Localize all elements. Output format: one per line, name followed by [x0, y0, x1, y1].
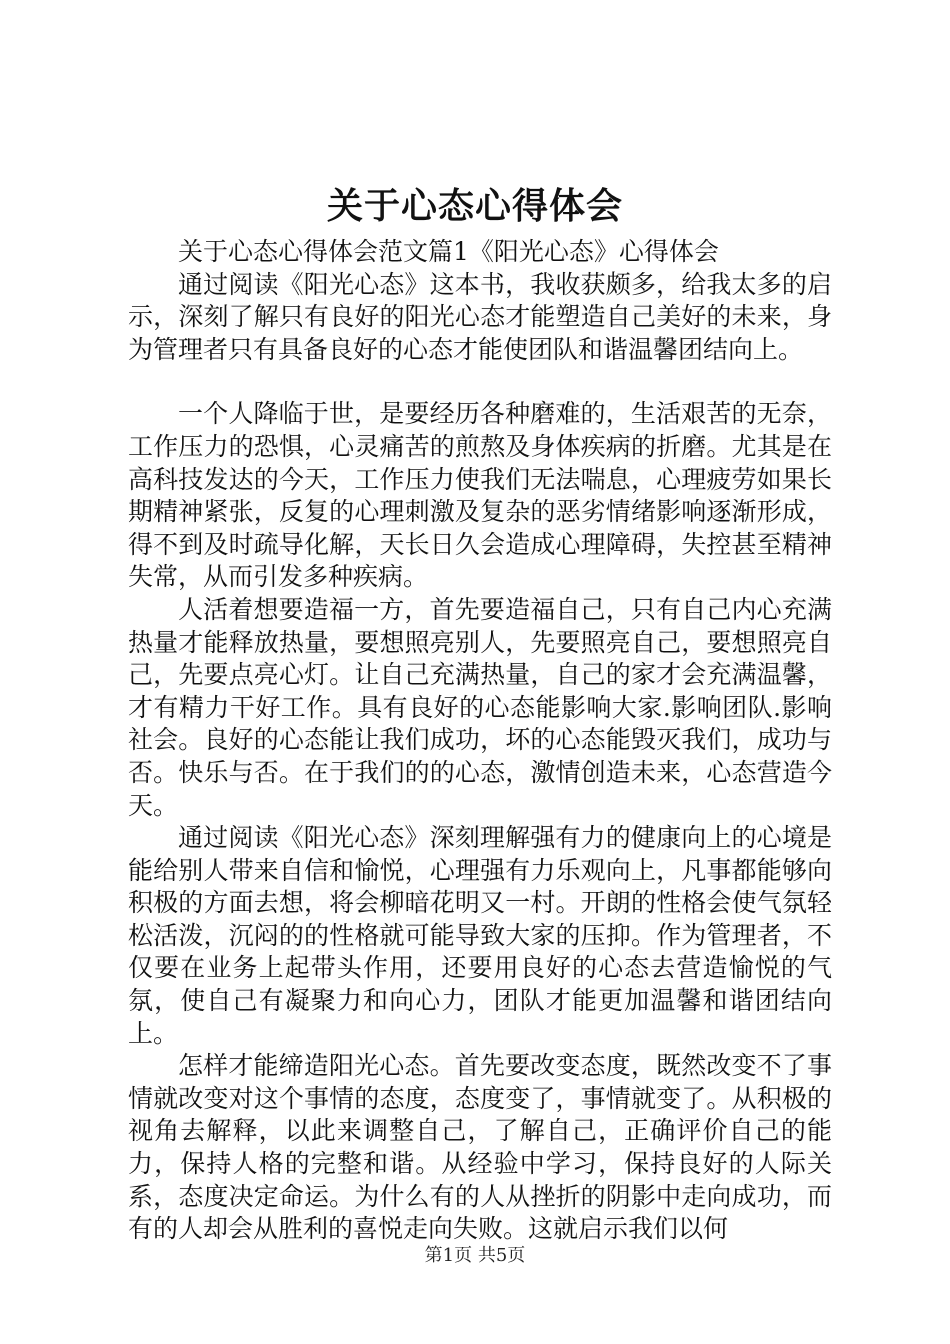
paragraph-pressure: 一个人降临于世，是要经历各种磨难的，生活艰苦的无奈，工作压力的恐惧，心灵痛苦的煎熬及身体疾病的折磨。尤其是在高科技发达的今天，工作压力使我们无法喘息，心理疲劳如果长期精神紧张，反复的心理刺激及复杂的恶劣情绪影响逐渐形成，得不到及时疏导化解，天长日久会造成心理障碍，失控甚至精神失常，从而引发多种疾病。 — [128, 399, 832, 592]
page-number: 第1页 共5页 — [424, 1245, 526, 1266]
document-body — [128, 236, 832, 1246]
paragraph-intro: 通过阅读《阳光心态》这本书，我收获颇多，给我太多的启示，深刻了解只有良好的阳光心态才能塑造自己美好的未来，身为管理者只有具备良好的心态才能使团队和谐温馨团结向上。 — [128, 269, 832, 364]
paragraph-mood: 通过阅读《阳光心态》深刻理解强有力的健康向上的心境是能给别人带来自信和愉悦，心理强有力乐观向上，凡事都能够向积极的方面去想，将会柳暗花明又一村。开朗的性格会使气氛轻松活泼，沉闷的的性格就可能导致大家的压抑。作为管理者，不仅要在业务上起带头作用，还要用良好的心态去营造愉悦的气氛，使自己有凝聚力和向心力，团队才能更加温馨和谐团结向上。 — [128, 823, 832, 1048]
subtitle-line: 关于心态心得体会范文篇1《阳光心态》心得体会 — [178, 237, 719, 266]
paragraph-attitude: 怎样才能缔造阳光心态。首先要改变态度，既然改变不了事情就改变对这个事情的态度，态度变了，事情就变了。从积极的视角去解释，以此来调整自己，了解自己，正确评价自己的能力，保持人格的完整和谐。从经验中学习，保持良好的人际关系，态度决定命运。为什么有的人从挫折的阴影中走向成功，而有的人却会从胜利的喜悦走向失败。这就启示我们以何 — [128, 1051, 832, 1244]
document-title: 关于心态心得体会 — [326, 185, 623, 227]
paragraph-self: 人活着想要造福一方，首先要造福自己，只有自己内心充满热量才能释放热量，要想照亮别人，先要照亮自己，要想照亮自己，先要点亮心灯。让自己充满热量，自己的家才会充满温馨，才有精力干好工作。具有良好的心态能影响大家.影响团队.影响社会。良好的心态能让我们成功，坏的心态能毁灭我们，成功与否。快乐与否。在于我们的的心态，激情创造未来，心态营造今天。 — [128, 594, 832, 820]
